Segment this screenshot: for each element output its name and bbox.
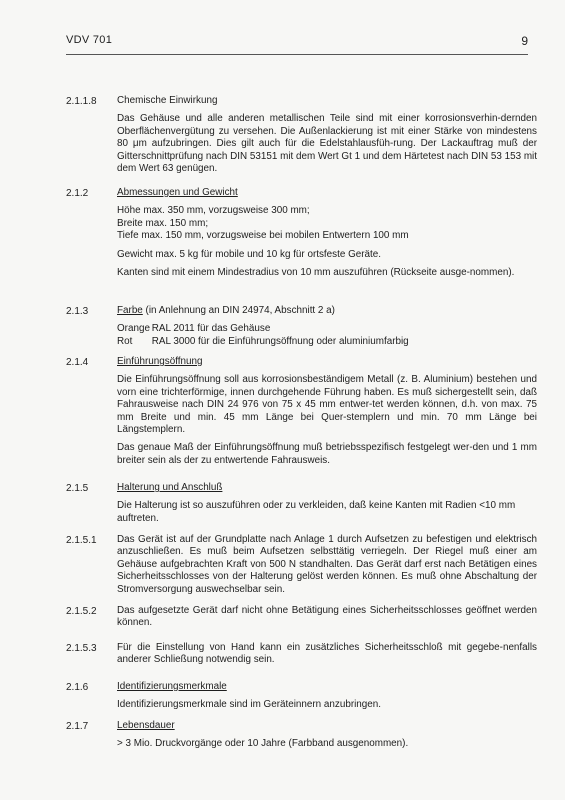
section-number: 2.1.6 [66, 682, 89, 693]
paragraph: Das Gehäuse und alle anderen metallischen Teile sind mit einer korrosionsverhin-dernden Oberflächenvergütung zu versehen. Die Außenlackierung ist mit einer Stärke von mindestens 80 μm aufzubringen. Dies gilt auch für die Edelstahlausfüh-rung. Der Lackauftrag muß der Gitterschnittprüfung nach DIN 53151 mit dem Wert Gt 1 und dem Härtetest nach DIN 53 153 mit dem Wert 63 genügen. [117, 113, 537, 175]
paragraph: Die Halterung ist so auszuführen oder zu verkleiden, daß keine Kanten mit Radien <10 mm auftreten. [117, 500, 516, 524]
section-title: Chemische Einwirkung [117, 95, 218, 106]
section-number: 2.1.5.1 [66, 535, 97, 546]
color-value: RAL 2011 für das Gehäuse [151, 323, 271, 335]
paragraph: Das genaue Maß der Einführungsöffnung muß betriebsspezifisch festgelegt wer-den und 1 mm breiter sein als der zu entwertende Fahrausweis. [117, 442, 537, 466]
section-title: Farbe [117, 305, 143, 316]
document-id: VDV 701 [66, 34, 113, 46]
paragraph: Das aufgesetzte Gerät darf nicht ohne Betätigung eines Sicherheitsschlosses geöffnet werden können. [117, 605, 537, 629]
section-number: 2.1.1.8 [66, 96, 97, 107]
color-label: Rot [117, 335, 133, 347]
section-number: 2.1.4 [66, 357, 89, 368]
section-title: Abmessungen und Gewicht [117, 187, 238, 198]
section-number: 2.1.5.3 [66, 643, 97, 654]
paragraph: Die Einführungsöffnung soll aus korrosionsbeständigem Metall (z. B. Aluminium) bestehen und vorn eine trichterförmige, innen durchgehende Führung haben. Es muß sichergestellt sein, daß Fahrausweise nach DIN 24 976 von 75 x 45 mm entwer-tet werden können, d.h. von max. 75 mm Breite und min. 45 mm Länge bei Quer-stemplern und min. 70 mm Länge bei Längstemplern. [117, 374, 537, 436]
page-header [66, 34, 528, 55]
color-value: RAL 3000 für die Einführungsöffnung oder aluminiumfarbig [151, 335, 409, 347]
dimension-line: Breite max. 150 mm; [117, 217, 209, 229]
paragraph: Gewicht max. 5 kg für mobile und 10 kg für ortsfeste Geräte. [117, 248, 382, 260]
section-number: 2.1.2 [66, 188, 89, 199]
paragraph: Für die Einstellung von Hand kann ein zusätzliches Sicherheitsschloß mit gegebe-nenfalls anderer Schließung notwendig sein. [117, 642, 537, 666]
section-title: Identifizierungsmerkmale [117, 681, 227, 692]
section-number: 2.1.5 [66, 483, 89, 494]
paragraph: > 3 Mio. Druckvorgänge oder 10 Jahre (Farbband ausgenommen). [117, 738, 409, 750]
section-title: Lebensdauer [117, 720, 175, 731]
dimension-line: Tiefe max. 150 mm, vorzugsweise bei mobilen Entwertern 100 mm [117, 230, 409, 242]
section-title: Einführungsöffnung [117, 356, 203, 367]
section-title-suffix: (in Anlehnung an DIN 24974, Abschnitt 2 a) [142, 305, 335, 316]
section-number: 2.1.5.2 [66, 606, 97, 617]
section-title: Halterung und Anschluß [117, 482, 223, 493]
section-number: 2.1.7 [66, 721, 89, 732]
paragraph: Kanten sind mit einem Mindestradius von 10 mm auszuführen (Rückseite ausge-nommen). [117, 267, 515, 279]
paragraph: Das Gerät ist auf der Grundplatte nach Anlage 1 durch Aufsetzen zu befestigen und elektrisch anzuschließen. Es muß beim Aufsetzen selbsttätig verriegeln. Der Riegel muß einer am Gehäuse aufgebrachten Kraft von 500 N standhalten. Das Gerät darf erst nach Betätigen eines Sicherheitsschlosses von der Halterung gelöst werden können. Es muß ohne Abschaltung der Stromversorgung auswechselbar sein. [117, 534, 537, 595]
section-number: 2.1.3 [66, 306, 89, 317]
paragraph: Identifizierungsmerkmale sind im Geräteinnern anzubringen. [117, 699, 382, 711]
dimension-line: Höhe max. 350 mm, vorzugsweise 300 mm; [117, 205, 310, 217]
color-label: Orange [117, 323, 150, 335]
page-number: 9 [521, 34, 528, 48]
